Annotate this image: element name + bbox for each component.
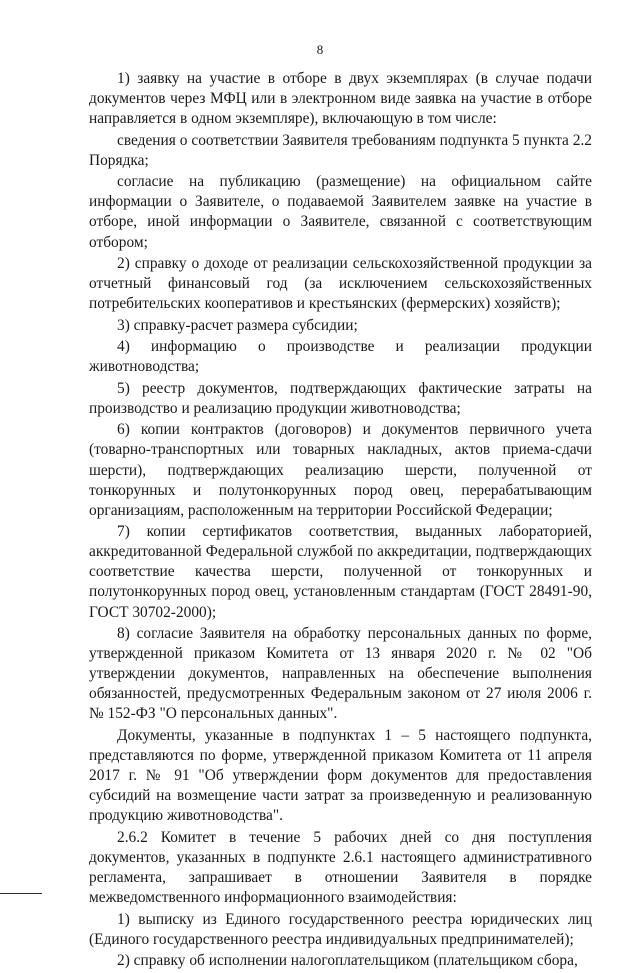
paragraph-publication-consent: согласие на публикацию (размещение) на официальном сайте информации о Заявителе, о подаваемой Заявителем заявке на участие в отборе, иной информации о Заявителе, связанной с соответствующим отбором; — [89, 173, 592, 251]
document-body — [89, 69, 592, 973]
paragraph-tax-certificate: 2) справку об исполнении налогоплательщиком (плательщиком сбора, — [117, 952, 578, 970]
paragraph-personal-data-consent: 8) согласие Заявителя на обработку персональных данных по форме, утвержденной приказом Комитета от 13 января 2020 г. № 02 "Об утверждении документов, направленных на обеспечение выполнения обязанностей, предусмотренных Федеральным законом от 27 июля 2006 г. № 152-ФЗ "О персональных данных". — [89, 625, 592, 723]
paragraph-income-certificate: 2) справку о доходе от реализации сельскохозяйственной продукции за отчетный финансовый год (за исключением сельскохозяйственных потребительских кооперативов и крестьянских (фермерских) хозяйств); — [89, 255, 592, 313]
paragraph-production-info: 4) информацию о производстве и реализации продукции животноводства; — [89, 338, 592, 376]
paragraph-certificate-copies: 7) копии сертификатов соответствия, выданных лабораторией, аккредитованной Федеральной службой по аккредитации, подтверждающих соответствие качества шерсти, полученной от тонкорунных и полутонкорунных пород овец, установленным стандартам (ГОСТ 28491-90, ГОСТ 30702-2000); — [89, 523, 592, 621]
page-number: 8 — [316, 42, 324, 57]
paragraph-forms-note: Документы, указанные в подпунктах 1 – 5 настоящего подпункта, представляются по форме, утвержденной приказом Комитета от 11 апреля 2017 г. № 91 "Об утверждении форм документов для предоставления субсидий на возмещение части затрат за произведенную и реализованную продукцию животноводства". — [89, 726, 592, 825]
footnote-rule — [0, 893, 42, 894]
paragraph-document-register: 5) реестр документов, подтверждающих фактические затраты на производство и реализацию продукции животноводства; — [89, 379, 592, 417]
paragraph-compliance-info: сведения о соответствии Заявителя требованиям подпункта 5 пункта 2.2 Порядка; — [89, 131, 592, 169]
paragraph-subsidy-calculation: 3) справку-расчет размера субсидии; — [117, 316, 358, 334]
paragraph-application: 1) заявку на участие в отборе в двух экземплярах (в случае подачи документов через МФЦ или в электронном виде заявка на участие в отборе направляется в одном экземпляре), включающую в том числе: — [89, 70, 592, 128]
paragraph-section-2-6-2: 2.6.2 Комитет в течение 5 рабочих дней со дня поступления документов, указанных в подпункте 2.6.1 настоящего административного регламента, запрашивает в отношении Заявителя в порядке межведомственного информационного взаимодействия: — [89, 828, 592, 907]
paragraph-contract-copies: 6) копии контрактов (договоров) и документов первичного учета (товарно-транспортных или товарных накладных, актов приема-сдачи шерсти), подтверждающих реализацию шерсти, полученной от тонкорунных и полутонкорунных пород овец, перерабатывающим организациям, расположенным на территории Российской Федерации; — [89, 421, 592, 519]
paragraph-registry-extract: 1) выписку из Единого государственного реестра юридических лиц (Единого государственного реестра индивидуальных предпринимателей); — [89, 910, 592, 948]
